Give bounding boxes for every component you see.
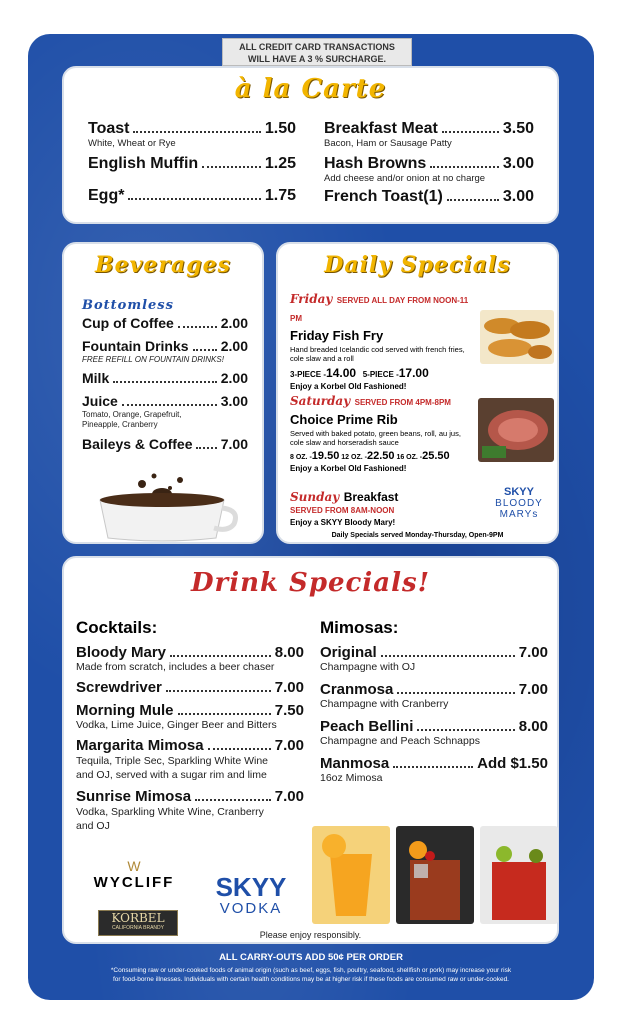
item-description: 16oz Mimosa	[320, 772, 383, 784]
item-description: Champagne and Peach Schnapps	[320, 735, 480, 747]
item-price: 3.00	[502, 155, 534, 172]
prime-rib-image	[478, 398, 554, 462]
carryout-notice: ALL CARRY-OUTS ADD 50¢ PER ORDER	[219, 952, 403, 963]
item-name: Fountain Drinks	[82, 338, 189, 354]
price: 19.50	[311, 450, 340, 462]
item-description: FREE REFILL ON FOUNTAIN DRINKS!	[82, 355, 224, 364]
logo-text: CALIFORNIA BRANDY	[112, 925, 164, 931]
special-name: Friday Fish Fry	[290, 328, 384, 343]
enjoy-responsibly: Please enjoy responsibly.	[259, 930, 362, 940]
item-description: Vodka, Lime Juice, Ginger Beer and Bitters	[76, 719, 277, 731]
item-name: Bloody Mary	[76, 644, 167, 661]
logo-text: VODKA	[219, 900, 283, 917]
menu-item	[320, 755, 548, 784]
saturday-special	[290, 392, 486, 473]
price: 14.00	[326, 366, 357, 380]
item-description: Bacon, Ham or Sausage Patty	[324, 138, 452, 149]
logo-text: KORBEL	[111, 911, 165, 925]
item-name: Baileys & Coffee	[82, 436, 193, 452]
item-name: Milk	[82, 370, 110, 386]
item-price: Add $1.50	[477, 755, 548, 772]
day-label: Sunday	[290, 490, 340, 504]
skyy-bloody-marys-logo	[486, 486, 552, 520]
item-price: 2.00	[220, 315, 248, 331]
item-price: 8.00	[518, 718, 548, 735]
wycliff-glyph-icon: W	[127, 858, 141, 874]
daily-specials-footer: Daily Specials served Monday-Thursday, Open-9PM	[331, 532, 504, 539]
item-name: Original	[320, 644, 377, 661]
item-price: 3.00	[502, 188, 534, 205]
menu-item	[76, 702, 304, 731]
item-price: 1.25	[264, 155, 296, 172]
alacarte-panel	[62, 66, 559, 224]
drink-specials-title: Drink Specials!	[190, 568, 431, 598]
menu-item	[82, 338, 248, 355]
surcharge-line-1: ALL CREDIT CARD TRANSACTIONS	[239, 42, 395, 52]
item-price: 1.75	[264, 187, 296, 204]
item-description: Tomato, Orange, Grapefruit, Pineapple, Cranberry	[82, 410, 182, 429]
item-price: 7.00	[220, 436, 248, 452]
item-description: Champagne with Cranberry	[320, 698, 449, 710]
item-description: White, Wheat or Rye	[88, 138, 176, 149]
friday-special	[290, 290, 480, 391]
logo-text: WYCLIFF	[93, 874, 175, 891]
item-price: 7.00	[274, 679, 304, 696]
price: 17.00	[398, 366, 429, 380]
item-price: 3.00	[220, 393, 248, 409]
mimosa-image	[312, 826, 390, 924]
menu-item	[76, 788, 304, 833]
menu-item	[324, 120, 534, 149]
pairing-note: Enjoy a Korbel Old Fashioned!	[290, 382, 407, 391]
fish-fry-image	[480, 310, 554, 364]
mimosas-column	[320, 618, 548, 784]
price-label: 5-PIECE -	[362, 370, 399, 379]
item-price: 2.00	[220, 370, 248, 386]
pairing-note: Enjoy a SKYY Bloody Mary!	[290, 518, 396, 527]
day-note: SERVED FROM 8AM-NOON	[290, 506, 395, 515]
item-price: 7.00	[274, 737, 304, 754]
daily-specials-title: Daily Specials	[324, 252, 511, 278]
alacarte-left-column	[88, 120, 296, 205]
menu-item	[76, 644, 304, 673]
special-prices	[290, 450, 486, 462]
warning-line-1: *Consuming raw or under-cooked foods of animal origin (such as beef, eggs, fish, poultry, seafood, shellfish or pork) may increase your risk	[110, 967, 512, 974]
beverages-panel	[62, 242, 264, 544]
wycliff-logo	[84, 858, 184, 891]
day-note: SERVED FROM 4PM-8PM	[354, 398, 451, 407]
item-price: 7.00	[518, 681, 548, 698]
menu-item	[320, 718, 548, 747]
daily-specials-panel	[276, 242, 559, 544]
logo-text: SKYY	[215, 872, 287, 902]
item-name: Peach Bellini	[320, 718, 414, 735]
item-name: Juice	[82, 393, 118, 409]
surcharge-notice	[222, 38, 412, 66]
menu-item	[82, 436, 248, 453]
beverages-list	[82, 298, 248, 453]
bloody-mary-image	[480, 826, 558, 924]
pairing-note: Enjoy a Korbel Old Fashioned!	[290, 464, 407, 473]
item-price: 7.50	[274, 702, 304, 719]
skyy-vodka-logo	[208, 874, 294, 917]
special-description: cole slaw and a roll	[290, 354, 354, 363]
item-name: Manmosa	[320, 755, 390, 772]
logo-text: BLOODY MARYs	[495, 498, 543, 520]
menu-item	[82, 315, 248, 332]
special-name: Breakfast	[343, 490, 399, 504]
item-name: Breakfast Meat	[324, 120, 438, 137]
item-name: Morning Mule	[76, 702, 174, 719]
coffee-cup-image	[92, 470, 242, 542]
warning-line-2: for food-borne illnesses. Individuals with certain health conditions may be at higher risk if these foods are consumed raw or under-cooked.	[113, 976, 509, 983]
item-price: 2.00	[220, 338, 248, 354]
menu-item	[88, 120, 296, 149]
item-name: Cranmosa	[320, 681, 394, 698]
price-label: 3-PIECE -	[290, 370, 327, 379]
menu-item	[320, 681, 548, 710]
day-note: SERVED ALL DAY FROM NOON-11 PM	[290, 296, 469, 323]
day-label: Saturday	[290, 394, 351, 408]
menu-item	[76, 679, 304, 696]
cocktails-column	[76, 618, 304, 833]
menu-item	[320, 644, 548, 673]
item-name: French Toast(1)	[324, 188, 443, 205]
old-fashioned-image	[396, 826, 474, 924]
item-name: Hash Browns	[324, 155, 427, 172]
menu-item	[82, 393, 248, 410]
surcharge-line-2: WILL HAVE A 3 % SURCHARGE.	[247, 54, 386, 64]
menu-item	[82, 370, 248, 387]
food-safety-warning	[28, 966, 594, 984]
item-name: Cup of Coffee	[82, 315, 174, 331]
special-description: Hand breaded Icelandic cod served with french fries,	[290, 345, 465, 354]
menu-item	[324, 188, 534, 206]
special-prices	[290, 366, 480, 380]
special-description: Served with baked potato, green beans, roll, au jus,	[290, 429, 461, 438]
beverages-title: Beverages	[95, 252, 231, 278]
item-price: 1.50	[264, 120, 296, 137]
sunday-special	[290, 488, 480, 527]
item-price: 7.00	[274, 788, 304, 805]
day-label: Friday	[290, 292, 333, 306]
menu-item	[76, 737, 304, 782]
price: 22.50	[366, 450, 395, 462]
drink-specials-panel	[62, 556, 559, 944]
item-price: 3.50	[502, 120, 534, 137]
menu-item	[88, 155, 296, 173]
item-name: Sunrise Mimosa	[76, 788, 192, 805]
item-price: 7.00	[518, 644, 548, 661]
menu-item	[88, 187, 296, 205]
menu-item	[324, 155, 534, 184]
alacarte-right-column	[324, 120, 534, 206]
item-name: Egg*	[88, 187, 125, 204]
item-description: Tequila, Triple Sec, Sparkling White Wine and OJ, served with a sugar rim and lime	[76, 755, 268, 781]
item-price: 8.00	[274, 644, 304, 661]
item-description: Made from scratch, includes a beer chaser	[76, 661, 275, 673]
cocktails-heading: Cocktails:	[76, 618, 158, 637]
price-label: 8 OZ. -	[290, 454, 312, 461]
special-name: Choice Prime Rib	[290, 412, 398, 427]
mimosas-heading: Mimosas:	[320, 618, 399, 637]
item-name: English Muffin	[88, 155, 199, 172]
item-name: Margarita Mimosa	[76, 737, 204, 754]
price: 25.50	[422, 450, 450, 462]
special-description: cole slaw and horseradish sauce	[290, 438, 399, 447]
item-name: Screwdriver	[76, 679, 162, 696]
item-description: Add cheese and/or onion at no charge	[324, 173, 486, 184]
logo-text: SKYY	[504, 486, 534, 498]
price-label: 16 OZ. -	[396, 454, 423, 461]
price-label: 12 OZ. -	[341, 454, 367, 461]
item-description: Champagne with OJ	[320, 661, 416, 673]
item-description: Vodka, Sparkling White Wine, Cranberry and OJ	[76, 806, 264, 832]
item-name: Toast	[88, 120, 130, 137]
alacarte-title: à la Carte	[234, 74, 387, 104]
bottomless-label: Bottomless	[82, 298, 174, 313]
